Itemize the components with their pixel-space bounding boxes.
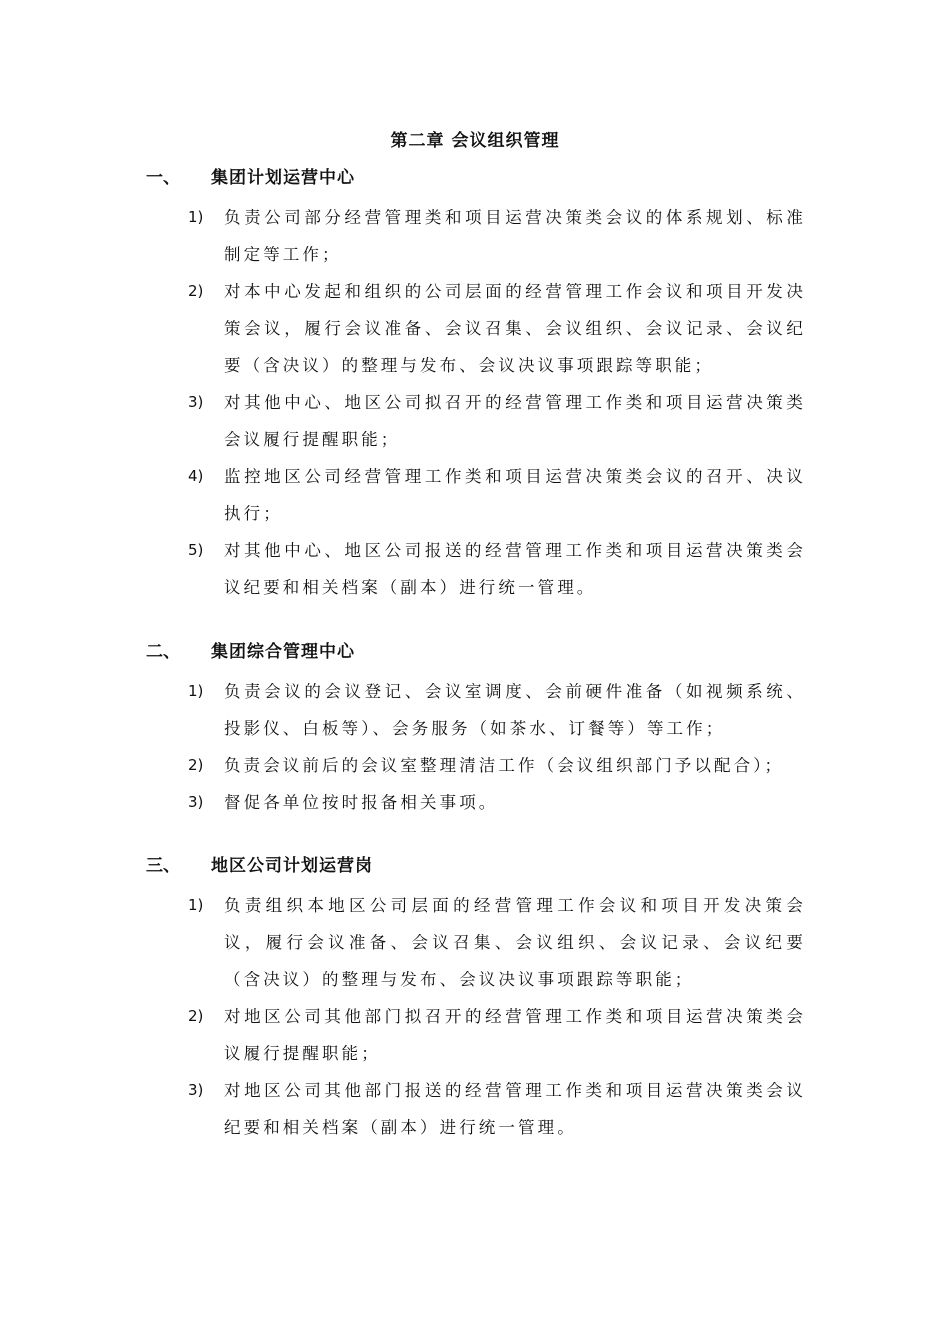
- list-item: [0, 532, 806, 606]
- section-planning-center: [0, 163, 950, 606]
- item-marker: 4): [188, 467, 204, 485]
- item-marker: 2): [188, 756, 204, 774]
- item-text: 对其他中心、地区公司拟召开的经营管理工作类和项目运营决策类会议履行提醒职能；: [224, 393, 806, 449]
- section-admin-center: [0, 637, 950, 821]
- item-marker: 1): [188, 896, 204, 914]
- item-text: 督促各单位按时报备相关事项。: [224, 793, 499, 812]
- section-regional-planning: [0, 851, 950, 1146]
- item-text: 对地区公司其他部门报送的经营管理工作类和项目运营决策类会议纪要和相关档案（副本）进行统一管理。: [224, 1081, 806, 1137]
- list-item: [0, 384, 806, 458]
- section-number: 三、: [146, 856, 180, 876]
- item-text: 监控地区公司经营管理工作类和项目运营决策类会议的召开、决议执行；: [224, 467, 806, 523]
- item-marker: 1): [188, 682, 204, 700]
- section-number: 一、: [146, 168, 180, 188]
- list-item: [0, 1072, 806, 1146]
- item-marker: 3): [188, 393, 204, 411]
- item-text: 负责会议前后的会议室整理清洁工作（会议组织部门予以配合）；: [224, 756, 785, 775]
- item-text: 对本中心发起和组织的公司层面的经营管理工作会议和项目开发决策会议，履行会议准备、会议召集、会议组织、会议记录、会议纪要（含决议）的整理与发布、会议决议事项跟踪等职能；: [224, 282, 806, 375]
- section-number: 二、: [146, 642, 180, 662]
- item-list: [0, 199, 950, 606]
- list-item: [0, 784, 806, 821]
- list-item: [0, 998, 806, 1072]
- list-item: [0, 458, 806, 532]
- item-text: 对其他中心、地区公司报送的经营管理工作类和项目运营决策类会议纪要和相关档案（副本）进行统一管理。: [224, 541, 806, 597]
- item-list: [0, 673, 950, 821]
- item-marker: 2): [188, 1007, 204, 1025]
- list-item: [0, 199, 806, 273]
- item-marker: 1): [188, 208, 204, 226]
- section-title: 集团综合管理中心: [211, 642, 355, 662]
- chapter-title: 第二章 会议组织管理: [390, 131, 560, 151]
- list-item: [0, 673, 806, 747]
- section-title: 集团计划运营中心: [211, 168, 355, 188]
- section-heading: [0, 637, 950, 673]
- item-marker: 3): [188, 1081, 204, 1099]
- item-list: [0, 887, 950, 1146]
- item-text: 负责公司部分经营管理类和项目运营决策类会议的体系规划、标准制定等工作；: [224, 208, 806, 264]
- item-text: 负责会议的会议登记、会议室调度、会前硬件准备（如视频系统、投影仪、白板等）、会务服务（如茶水、订餐等）等工作；: [224, 682, 806, 738]
- section-heading: [0, 851, 950, 887]
- item-text: 对地区公司其他部门拟召开的经营管理工作类和项目运营决策类会议履行提醒职能；: [224, 1007, 806, 1063]
- section-heading: [0, 163, 950, 199]
- list-item: [0, 273, 806, 384]
- item-marker: 3): [188, 793, 204, 811]
- section-title: 地区公司计划运营岗: [211, 856, 373, 876]
- item-marker: 2): [188, 282, 204, 300]
- item-marker: 5): [188, 541, 204, 559]
- list-item: [0, 747, 806, 784]
- item-text: 负责组织本地区公司层面的经营管理工作会议和项目开发决策会议，履行会议准备、会议召集、会议组织、会议记录、会议纪要（含决议）的整理与发布、会议决议事项跟踪等职能；: [224, 896, 806, 989]
- list-item: [0, 887, 806, 998]
